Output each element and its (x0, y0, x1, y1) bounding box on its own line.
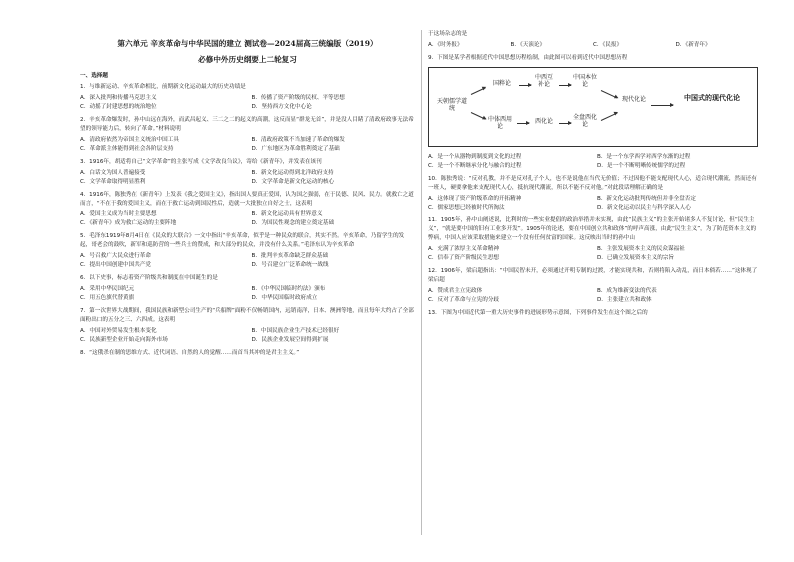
option-d: D．广东地区为革命胜利奠定了基础 (251, 145, 340, 152)
diagram-bottom-a: 中体西用论 (487, 115, 512, 130)
diagram-start: 天朝儒学道统 (436, 97, 467, 112)
option-a: A．这体现了资产阶级革命的开拓精神 (428, 195, 522, 202)
arrow (517, 123, 529, 124)
question-stem: 4．1916年，陈独秀在《新青年》上发表《我之爱国主义》，指出国人要真正爱国，认为国之强弱，在于民德、民风、民力。就救亡之道而言，“不在于我的爱国主义，而在于救亡运动到国民性后，造就一大批独立自好之士，这表明 (80, 191, 414, 207)
option-d: D．主张建立共和政体 (597, 296, 652, 303)
diagram-top-c: 中国本位论 (573, 73, 598, 88)
question-stem: 11．1905年，孙中山阐述说，比利时的一些实业提倡的政治举措并未实现，由此“民族主义”的主张开始诸多人不复讨论，但“民生主义”，“就是要中国的旧有工业多开发”。1905年的论述，要在中国创立共和政体”的呼声高涨，由此“民生主义”，为了防范资本主义的弊病，中国人应该采取措施来建立一个没有任何贫富的国家。这反映出当时的孙中山 (428, 217, 757, 242)
question-10 (428, 175, 758, 213)
option-a: A．深入批判和传播马克思主义 (80, 95, 157, 102)
arrow (471, 112, 486, 120)
thought-evolution-diagram (428, 67, 758, 147)
option-b: B．《天演论》 (510, 41, 546, 48)
diagram-top-b: 中西互补论 (534, 73, 553, 88)
question-stem: 6．以下史事，标志着资产阶级共和制度在中国诞生的是 (80, 275, 218, 282)
option-b: B．新文化运动批判传统但并非全盘否定 (597, 195, 696, 202)
option-b: B．中国民族企业生产技术已经很好 (251, 327, 340, 334)
option-c: C．是一个不断继承分化与融合的过程 (428, 162, 522, 169)
option-a: A．中国对外贸易发生根本变化 (80, 327, 157, 334)
option-c: C．民族新型企业开始走向海外市场 (80, 336, 168, 343)
question-11 (428, 216, 758, 263)
exam-subtitle: 必修中外历史纲要上二轮复习 (198, 55, 297, 65)
option-a: A．采用中华民国纪元 (80, 286, 135, 293)
question-stem: 7．第一次世界大战期间，我国民族和新型公司生产的“兵船牌”面粉不仅畅销国内，远销南洋，日本、澳洲等地，而且每年大约占了全部面粉出口的五分之三、六四成。这表明 (80, 307, 414, 323)
question-6 (80, 274, 415, 303)
option-b: B．新文化运动得到北洋政府支持 (251, 169, 334, 176)
question-1 (80, 83, 415, 112)
question-5 (80, 232, 415, 270)
option-c: C．文学革命取得明显胜利 (80, 178, 146, 185)
option-a: A．白话文为国人普遍接受 (80, 169, 146, 176)
question-3 (80, 158, 415, 187)
question-stem: 1．与维新运动、辛亥革命相比，前期新文化运动最大的历史功绩是 (80, 84, 246, 91)
option-b: B．《中华民国临时约法》颁布 (251, 286, 326, 293)
question-stem: 5．毛泽东1919年8月4日在《民众的大联合》一文中指出“辛亥革命，似乎是一种民众的联合，其实不然。辛亥革命，乃留学生的发起，哥老会的鼓吹，新军和巡防营的一些兵士的赞成，和大部分的民众，并没有什么关系。”毛泽东认为辛亥革命 (80, 233, 405, 249)
question-stem: 于这场杂志的是 (428, 31, 468, 37)
right-column (428, 30, 758, 318)
option-a: A．号召救广大民众进行革命 (80, 253, 151, 260)
exam-title: 第六单元 辛亥革命与中华民国的建立 测试卷—2024届高三统编版（2019） (117, 39, 378, 48)
option-b: B．是一个东学西学对西学东渐的过程 (597, 153, 691, 160)
option-b: B．成为维新变法的代表 (597, 288, 657, 294)
option-b: B．主张发展资本主义的民众谋福祉 (597, 246, 685, 253)
left-column (80, 30, 415, 358)
question-12 (428, 267, 758, 305)
diagram-bottom-b: 西化论 (534, 117, 553, 125)
option-a: A．赞成君主立宪政体 (428, 288, 483, 294)
option-b: B．新文化运动具有世界意义 (251, 211, 323, 218)
option-a: A．清政府依然为帝国主义统治中国工具 (80, 136, 179, 143)
option-d: D．中华民国临时政府成立 (251, 294, 318, 301)
diagram-top-a: 国粹论 (492, 79, 511, 87)
arrow (651, 105, 673, 106)
option-c: C．《新青年》成为救亡运动的主要阵地 (80, 220, 177, 227)
arrow (471, 87, 486, 95)
question-stem: 13．下图为中国近代第一重大历史事件的进展形势示意图，下列事件发生在这个图之后的 (428, 309, 648, 316)
arrow (601, 90, 618, 99)
question-stem: 10．陈独秀说：“反对孔教，并不是反对孔子个人，也不是说他在当代无价值；不过因他不能支配现代人心，适合现代潮流，然而还有一班人，硬要拿他来支配现代人心，抵抗现代潮流，所以不能不反对他。”对此段话理解正确的是 (428, 175, 757, 191)
arrow (519, 85, 531, 86)
option-c: C．动摇了封建思想的统治地位 (80, 104, 157, 111)
question-4 (80, 191, 415, 229)
option-b: B．传播了资产阶级的民权、平等思想 (251, 95, 345, 102)
column-divider (421, 30, 422, 535)
option-a: A．《时务报》 (428, 41, 463, 48)
question-stem: 12．1906年，梁启超指出：“中国民智未开，必须通过开明专制的过渡，才能实现共和，否则将陷入动乱，而日本倘若……”这体现了梁启超 (428, 268, 758, 284)
question-13 (428, 309, 758, 318)
option-b: B．清政府政策不当加速了革命的爆发 (251, 136, 345, 143)
option-d: D．文学革命是新文化运动的核心 (251, 178, 335, 185)
question-stem: 9．下图是某学者根据近代中国思想历程绘制，由此图可以看到近代中国思想历程 (428, 54, 628, 61)
option-c: C．革命派主体能得到社会各阶层支持 (80, 145, 174, 152)
option-c: C．信奉了资产阶级民生思想 (428, 255, 500, 262)
arrow (601, 112, 618, 121)
option-d: D．为国民性观念的建立奠定基础 (251, 220, 335, 227)
question-stem: 8．“这俄杀在制的思维方式、近代词语、自然的人的觉醒……而首当其冲的是君主主义。” (80, 349, 300, 356)
option-c: C．反对了革命与立宪的分歧 (428, 296, 500, 303)
section-heading: 一、选择题 (80, 73, 108, 80)
option-a: A．爱国主义成为当时主要思想 (80, 211, 157, 218)
question-7 (80, 307, 415, 345)
diagram-mid: 现代化论 (621, 95, 646, 103)
arrow (559, 123, 571, 124)
diagram-bottom-c: 全盘西化论 (573, 113, 598, 128)
option-d: D．民族企业发展空间得到扩展 (251, 336, 329, 343)
question-8 (80, 349, 415, 358)
option-c: C．《民报》 (593, 41, 623, 48)
question-8-continued (428, 30, 758, 50)
diagram-end: 中国式的现代化论 (684, 93, 740, 102)
option-a: A．充满了浓厚主义革命精神 (428, 246, 499, 253)
arrow (559, 85, 571, 86)
option-b: B．批判辛亥革命缺乏群众基础 (251, 253, 329, 260)
option-c: C．用五色旗代替黄旗 (80, 294, 135, 301)
question-stem: 2．辛亥革命爆发时，孙中山远在海外，而武昌起义、三二之二的起义的高潮，这反而显“群龙无首”，并是没人目睹了清政府政事无法希望的领导能力后，转向了革命。”材料说明 (80, 117, 414, 132)
option-d: D．新文化运动以民主与科学深入人心 (597, 204, 691, 211)
option-c: C．提出中国创建中国共产党 (80, 262, 152, 269)
option-a: A．是一个从器物到制度到文化的过程 (428, 153, 522, 160)
option-d: D．《新青年》 (675, 41, 711, 48)
question-stem: 3．1916年，胡适将自己“文学革命”的主张写成《文学改良刍议》，寄给《新青年》，并发表在该刊 (80, 158, 322, 165)
option-c: C．儒家思想已经被时代所淘汰 (428, 204, 505, 211)
option-d: D．已确立发展资本主义的宗旨 (597, 255, 675, 262)
question-9 (428, 54, 758, 171)
option-d: D．坚持西方文化中心论 (251, 104, 312, 111)
option-d: D．号召建立广泛革命统一战线 (251, 262, 329, 269)
question-2 (80, 116, 415, 154)
option-d: D．是一个不断明晰传统儒学的过程 (597, 162, 686, 169)
